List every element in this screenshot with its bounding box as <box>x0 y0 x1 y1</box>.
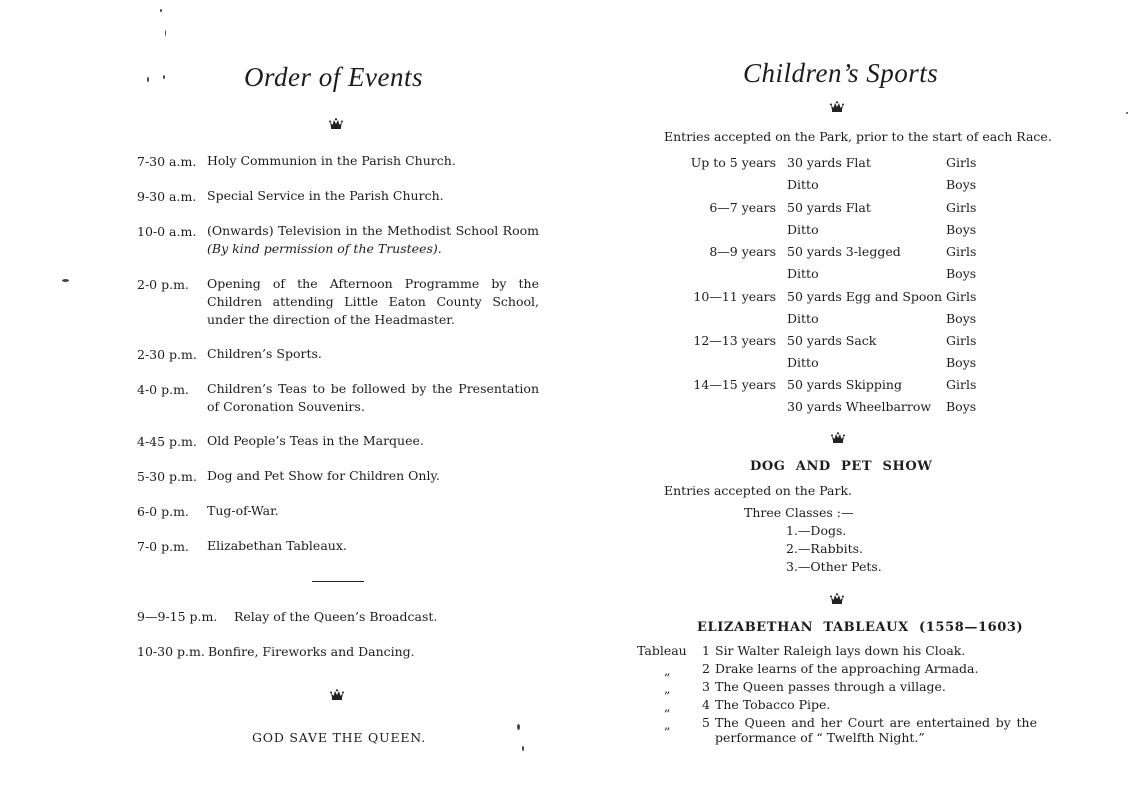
race-sex: Boys <box>946 399 977 414</box>
tableau-label: Tableau <box>637 643 687 658</box>
event-desc: Elizabethan Tableaux. <box>207 538 347 553</box>
scan-speck <box>147 77 149 82</box>
childrens-sports-title: Children’s Sports <box>743 58 939 88</box>
event-desc: Children’s Teas to be followed by the Presentation of Coronation Souvenirs. <box>207 381 539 414</box>
closing-line: GOD SAVE THE QUEEN. <box>252 730 427 745</box>
pet-class-item: 3.—Other Pets. <box>786 559 882 574</box>
race-name: Ditto <box>787 311 819 326</box>
event-time: 9-30 a.m. <box>137 189 197 204</box>
pet-class-item: 1.—Dogs. <box>786 523 847 538</box>
race-name: 30 yards Wheelbarrow <box>787 399 932 414</box>
race-name: Ditto <box>787 266 819 281</box>
pet-classes-label: Three Classes :— <box>744 505 854 520</box>
tableau-number: 1 <box>702 643 710 658</box>
ditto-mark: „ <box>664 681 671 696</box>
race-name: 50 yards Sack <box>787 333 877 348</box>
race-age: 6—7 years <box>709 200 776 215</box>
event-desc: Old People’s Teas in the Marquee. <box>207 433 424 448</box>
divider-rule <box>312 581 364 582</box>
scan-speck <box>522 746 524 751</box>
crown-icon <box>831 432 845 443</box>
tableau-text: Drake learns of the approaching Armada. <box>715 661 979 676</box>
race-sex: Boys <box>946 355 977 370</box>
late-event-desc: Bonfire, Fireworks and Dancing. <box>208 644 415 659</box>
event-time: 4-0 p.m. <box>137 382 189 397</box>
ditto-mark: „ <box>664 663 671 678</box>
event-time: 7-30 a.m. <box>137 154 197 169</box>
crown-icon <box>830 593 844 604</box>
event-desc: Holy Communion in the Parish Church. <box>207 153 456 168</box>
crown-icon <box>330 689 344 700</box>
race-name: Ditto <box>787 222 819 237</box>
scan-speck <box>62 279 69 282</box>
race-name: Ditto <box>787 355 819 370</box>
event-note: (By kind permission of the Trustees). <box>207 241 442 256</box>
race-sex: Boys <box>946 266 977 281</box>
pet-show-heading: DOG AND PET SHOW <box>750 459 933 474</box>
scan-speck <box>165 30 166 36</box>
pet-entries-note: Entries accepted on the Park. <box>664 483 853 498</box>
tableau-number: 2 <box>702 661 710 676</box>
scan-speck <box>517 724 520 730</box>
event-time: 7-0 p.m. <box>137 539 189 554</box>
tableau-text: The Queen and her Court are entertained by the performance of “ Twelfth Night.” <box>715 715 1037 745</box>
event-time: 2-30 p.m. <box>137 347 197 362</box>
crown-icon <box>830 101 844 112</box>
late-event-time: 10-30 p.m. <box>137 644 205 659</box>
race-age: Up to 5 years <box>690 155 776 170</box>
scan-speck <box>160 9 162 12</box>
tableau-text: Sir Walter Raleigh lays down his Cloak. <box>715 643 966 658</box>
race-age: 8—9 years <box>709 244 776 259</box>
race-sex: Girls <box>946 377 977 392</box>
race-age: 14—15 years <box>693 377 776 392</box>
race-name: 50 yards Egg and Spoon <box>787 289 943 304</box>
late-event-desc: Relay of the Queen’s Broadcast. <box>234 609 438 624</box>
race-name: 50 yards Skipping <box>787 377 902 392</box>
race-sex: Girls <box>946 155 977 170</box>
race-age: 12—13 years <box>693 333 776 348</box>
scan-speck <box>1126 112 1128 114</box>
race-name: 50 yards 3-legged <box>787 244 901 259</box>
crown-icon <box>329 118 343 129</box>
race-sex: Boys <box>946 311 977 326</box>
event-desc: (Onwards) Television in the Methodist School Room <box>207 223 539 238</box>
order-of-events-title: Order of Events <box>244 62 423 92</box>
event-desc: Dog and Pet Show for Children Only. <box>207 468 440 483</box>
race-age: 10—11 years <box>693 289 776 304</box>
event-desc: Opening of the Afternoon Programme by the Children attending Little Eaton County School, under the direction of the Headmaster. <box>207 276 539 327</box>
race-name: Ditto <box>787 177 819 192</box>
tableau-number: 5 <box>702 715 710 730</box>
tableau-number: 3 <box>702 679 710 694</box>
race-sex: Girls <box>946 200 977 215</box>
event-time: 10-0 a.m. <box>137 224 197 239</box>
event-time: 5-30 p.m. <box>137 469 197 484</box>
tableaux-heading: ELIZABETHAN TABLEAUX (1558—1603) <box>697 620 1024 635</box>
race-sex: Girls <box>946 333 977 348</box>
event-time: 4-45 p.m. <box>137 434 197 449</box>
race-sex: Boys <box>946 177 977 192</box>
late-event-time: 9—9-15 p.m. <box>137 609 218 624</box>
race-name: 50 yards Flat <box>787 200 871 215</box>
tableau-number: 4 <box>702 697 710 712</box>
sports-entries-note: Entries accepted on the Park, prior to the start of each Race. <box>664 129 1052 144</box>
event-time: 2-0 p.m. <box>137 277 189 292</box>
event-desc: Special Service in the Parish Church. <box>207 188 444 203</box>
scan-speck <box>163 75 165 79</box>
tableau-text: The Queen passes through a village. <box>715 679 946 694</box>
race-sex: Girls <box>946 244 977 259</box>
race-name: 30 yards Flat <box>787 155 871 170</box>
race-sex: Girls <box>946 289 977 304</box>
event-desc: Tug-of-War. <box>207 503 279 518</box>
event-desc: Children’s Sports. <box>207 346 322 361</box>
event-time: 6-0 p.m. <box>137 504 189 519</box>
tableau-text: The Tobacco Pipe. <box>715 697 831 712</box>
ditto-mark: „ <box>664 717 671 732</box>
pet-class-item: 2.—Rabbits. <box>786 541 863 556</box>
ditto-mark: „ <box>664 699 671 714</box>
race-sex: Boys <box>946 222 977 237</box>
